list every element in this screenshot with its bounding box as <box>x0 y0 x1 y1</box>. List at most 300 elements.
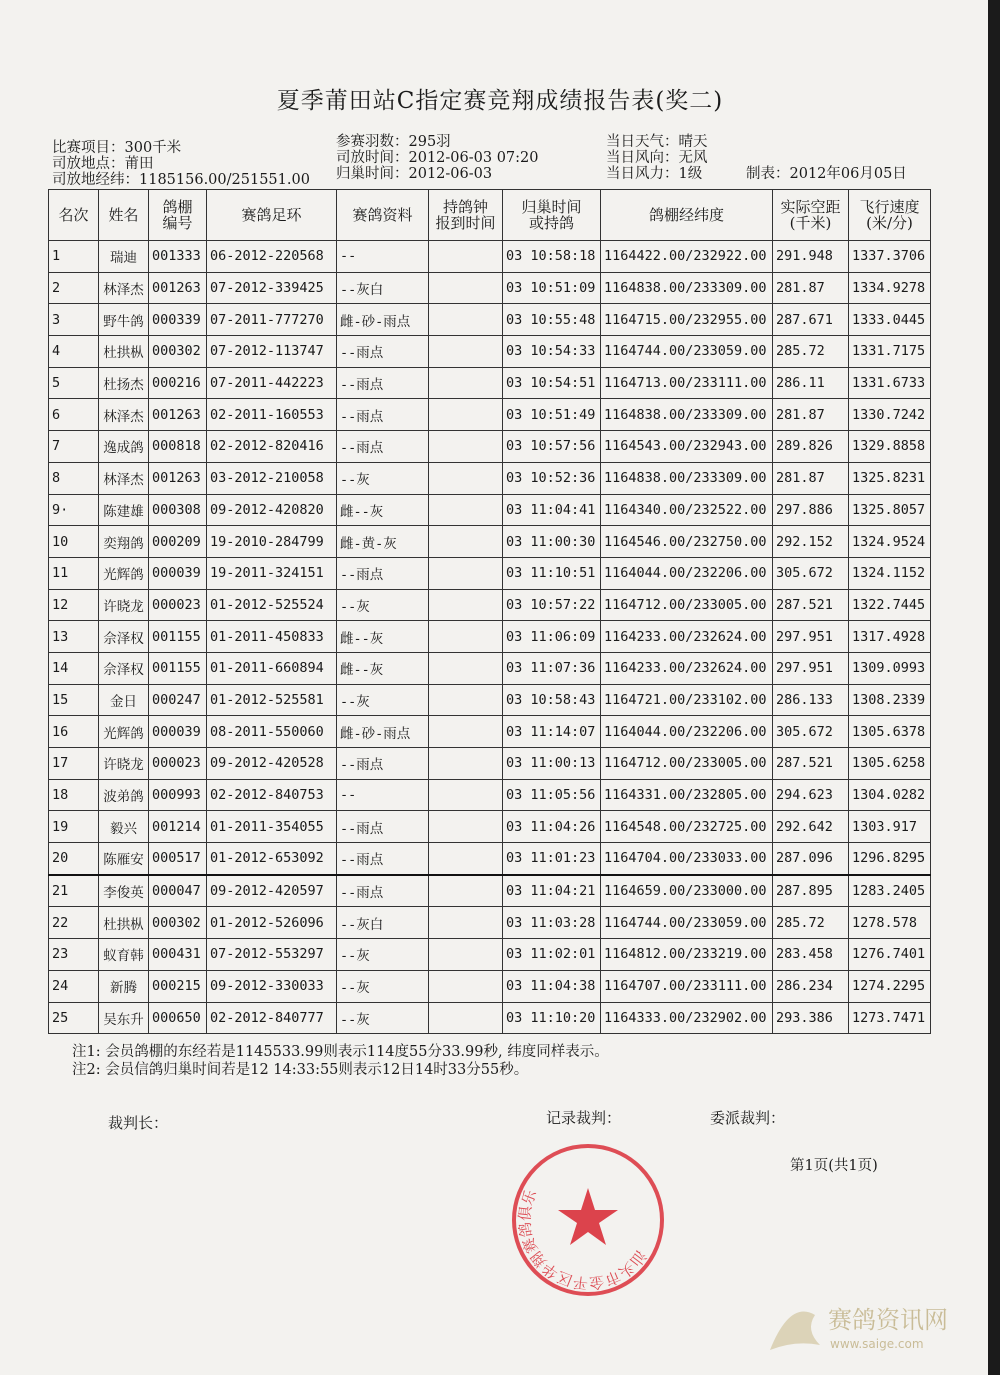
distance-cell: 294.623 <box>773 779 849 811</box>
clock-cell <box>429 652 503 684</box>
meta-value: 2012-06-03 <box>408 166 493 182</box>
note-1: 注1: 会员鸽棚的东经若是1145533.99则表示114度55分33.99秒, 纬度同样表示。 <box>72 1044 609 1060</box>
rank-cell: 3 <box>49 304 99 336</box>
coords-cell: 1164331.00/232805.00 <box>601 779 773 811</box>
watermark-logo <box>760 1290 980 1360</box>
table-row <box>49 652 931 684</box>
table-row <box>49 811 931 843</box>
name-cell: 波弟鸽 <box>99 779 149 811</box>
distance-cell: 297.951 <box>773 621 849 653</box>
ring-cell: 07-2012-339425 <box>207 272 337 304</box>
distance-cell: 292.152 <box>773 526 849 558</box>
name-cell: 林泽杰 <box>99 272 149 304</box>
col-info: 赛鸽资料 <box>337 190 429 241</box>
arrive-cell: 03 10:58:43 <box>503 684 601 716</box>
table-row <box>49 716 931 748</box>
rank-cell: 19 <box>49 811 99 843</box>
clock-cell <box>429 272 503 304</box>
table-row <box>49 399 931 431</box>
distance-cell: 285.72 <box>773 907 849 939</box>
arrive-cell: 03 11:04:38 <box>503 970 601 1002</box>
name-cell: 佘泽权 <box>99 621 149 653</box>
svg-text:赛鸽资讯网: 赛鸽资讯网 <box>828 1306 948 1334</box>
distance-cell: 281.87 <box>773 272 849 304</box>
loft-cell: 000209 <box>149 526 207 558</box>
meta-value: 2012-06-03 07:20 <box>408 150 539 166</box>
coords-cell: 1164712.00/233005.00 <box>601 748 773 780</box>
coords-cell: 1164744.00/233059.00 <box>601 336 773 368</box>
arrive-cell: 03 10:54:33 <box>503 336 601 368</box>
coords-cell: 1164044.00/232206.00 <box>601 557 773 589</box>
clock-cell <box>429 748 503 780</box>
arrive-cell: 03 10:58:18 <box>503 241 601 273</box>
meta-value: 295羽 <box>408 134 451 150</box>
rank-cell: 6 <box>49 399 99 431</box>
name-cell: 杜拱枞 <box>99 336 149 368</box>
coords-cell: 1164744.00/233059.00 <box>601 907 773 939</box>
note-2: 注2: 会员信鸽归巢时间若是12 14:33:55则表示12日14时33分55秒。 <box>72 1062 529 1078</box>
ring-cell: 01-2012-653092 <box>207 843 337 875</box>
name-cell: 蚁育韩 <box>99 939 149 971</box>
clock-cell <box>429 526 503 558</box>
made-label: 制表： <box>746 166 790 182</box>
coords-cell: 1164712.00/233005.00 <box>601 589 773 621</box>
rank-cell: 17 <box>49 748 99 780</box>
loft-cell: 001263 <box>149 462 207 494</box>
col-clock: 持鸽钟 报到时间 <box>429 190 503 241</box>
rank-cell: 15 <box>49 684 99 716</box>
col-coords: 鸽棚经纬度 <box>601 190 773 241</box>
meta-value: 无风 <box>678 150 708 166</box>
ring-cell: 08-2011-550060 <box>207 716 337 748</box>
speed-cell: 1331.6733 <box>849 367 931 399</box>
rank-cell: 23 <box>49 939 99 971</box>
speed-cell: 1274.2295 <box>849 970 931 1002</box>
clock-cell <box>429 367 503 399</box>
table-row <box>49 336 931 368</box>
loft-cell: 001155 <box>149 621 207 653</box>
table-row <box>49 526 931 558</box>
speed-cell: 1325.8231 <box>849 462 931 494</box>
ring-cell: 19-2011-324151 <box>207 557 337 589</box>
loft-cell: 001155 <box>149 652 207 684</box>
ring-cell: 06-2012-220568 <box>207 241 337 273</box>
clock-cell <box>429 557 503 589</box>
loft-cell: 000431 <box>149 939 207 971</box>
speed-cell: 1337.3706 <box>849 241 931 273</box>
rank-cell: 20 <box>49 843 99 875</box>
table-row <box>49 304 931 336</box>
ring-cell: 02-2012-840777 <box>207 1002 337 1034</box>
name-cell: 吴东升 <box>99 1002 149 1034</box>
coords-cell: 1164548.00/232725.00 <box>601 811 773 843</box>
table-row <box>49 462 931 494</box>
name-cell: 瑞迪 <box>99 241 149 273</box>
info-cell: --灰 <box>337 589 429 621</box>
coords-cell: 1164422.00/232922.00 <box>601 241 773 273</box>
meta-value: 300千米 <box>124 140 182 156</box>
clock-cell <box>429 970 503 1002</box>
coords-cell: 1164707.00/233111.00 <box>601 970 773 1002</box>
distance-cell: 286.133 <box>773 684 849 716</box>
rank-cell: 22 <box>49 907 99 939</box>
notes <box>72 1043 609 1079</box>
distance-cell: 305.672 <box>773 716 849 748</box>
rank-cell: 14 <box>49 652 99 684</box>
arrive-cell: 03 11:02:01 <box>503 939 601 971</box>
rank-cell: 5 <box>49 367 99 399</box>
rank-cell: 24 <box>49 970 99 1002</box>
speed-cell: 1331.7175 <box>849 336 931 368</box>
loft-cell: 001263 <box>149 272 207 304</box>
name-cell: 毅兴 <box>99 811 149 843</box>
distance-cell: 289.826 <box>773 431 849 463</box>
arrive-cell: 03 11:01:23 <box>503 843 601 875</box>
name-cell: 光辉鸽 <box>99 716 149 748</box>
clock-cell <box>429 779 503 811</box>
svg-text:汕头市金平区华翔赛鸽俱乐部: 汕头市金平区华翔赛鸽俱乐部 <box>515 1187 650 1293</box>
speed-cell: 1303.917 <box>849 811 931 843</box>
loft-cell: 000517 <box>149 843 207 875</box>
speed-cell: 1330.7242 <box>849 399 931 431</box>
info-cell: --灰白 <box>337 907 429 939</box>
coords-cell: 1164233.00/232624.00 <box>601 621 773 653</box>
ring-cell: 01-2011-354055 <box>207 811 337 843</box>
clock-cell <box>429 684 503 716</box>
name-cell: 逸成鸽 <box>99 431 149 463</box>
clock-cell <box>429 589 503 621</box>
loft-cell: 000023 <box>149 589 207 621</box>
info-cell: -- <box>337 779 429 811</box>
col-arrive: 归巢时间 或持鸽 <box>503 190 601 241</box>
speed-cell: 1324.1152 <box>849 557 931 589</box>
rank-cell: 8 <box>49 462 99 494</box>
table-row <box>49 939 931 971</box>
info-cell: 雌-砂-雨点 <box>337 304 429 336</box>
info-cell: --雨点 <box>337 367 429 399</box>
ring-cell: 07-2012-113747 <box>207 336 337 368</box>
coords-cell: 1164812.00/233219.00 <box>601 939 773 971</box>
coords-cell: 1164713.00/233111.00 <box>601 367 773 399</box>
loft-cell: 000247 <box>149 684 207 716</box>
distance-cell: 287.895 <box>773 875 849 907</box>
rank-cell: 11 <box>49 557 99 589</box>
info-cell: --灰 <box>337 462 429 494</box>
ring-cell: 07-2011-777270 <box>207 304 337 336</box>
coords-cell: 1164721.00/233102.00 <box>601 684 773 716</box>
speed-cell: 1308.2339 <box>849 684 931 716</box>
meta-label: 参赛羽数： <box>336 134 409 150</box>
distance-cell: 281.87 <box>773 462 849 494</box>
coords-cell: 1164044.00/232206.00 <box>601 716 773 748</box>
ring-cell: 19-2010-284799 <box>207 526 337 558</box>
distance-cell: 297.951 <box>773 652 849 684</box>
ring-cell: 01-2011-450833 <box>207 621 337 653</box>
table-row <box>49 875 931 907</box>
clock-cell <box>429 304 503 336</box>
table-row <box>49 907 931 939</box>
coords-cell: 1164838.00/233309.00 <box>601 462 773 494</box>
speed-cell: 1283.2405 <box>849 875 931 907</box>
distance-cell: 305.672 <box>773 557 849 589</box>
loft-cell: 000993 <box>149 779 207 811</box>
ring-cell: 09-2012-330033 <box>207 970 337 1002</box>
name-cell: 光辉鸽 <box>99 557 149 589</box>
info-cell: 雌-砂-雨点 <box>337 716 429 748</box>
table-row <box>49 843 931 875</box>
name-cell: 杜扬杰 <box>99 367 149 399</box>
distance-cell: 292.642 <box>773 811 849 843</box>
table-row <box>49 367 931 399</box>
ring-cell: 01-2012-526096 <box>207 907 337 939</box>
clock-cell <box>429 494 503 526</box>
clock-cell <box>429 1002 503 1034</box>
distance-cell: 287.096 <box>773 843 849 875</box>
arrive-cell: 03 11:04:26 <box>503 811 601 843</box>
ring-cell: 07-2012-553297 <box>207 939 337 971</box>
ring-cell: 03-2012-210058 <box>207 462 337 494</box>
arrive-cell: 03 11:00:30 <box>503 526 601 558</box>
distance-cell: 283.458 <box>773 939 849 971</box>
speed-cell: 1325.8057 <box>849 494 931 526</box>
meta-value: 莆田 <box>124 156 154 172</box>
coords-cell: 1164838.00/233309.00 <box>601 399 773 431</box>
info-cell: --灰 <box>337 684 429 716</box>
meta-label: 比赛项目： <box>52 140 125 156</box>
meta-label: 当日风向： <box>606 150 679 166</box>
arrive-cell: 03 11:03:28 <box>503 907 601 939</box>
arrive-cell: 03 11:06:09 <box>503 621 601 653</box>
rank-cell: 10 <box>49 526 99 558</box>
rank-cell: 25 <box>49 1002 99 1034</box>
speed-cell: 1296.8295 <box>849 843 931 875</box>
ring-cell: 09-2012-420528 <box>207 748 337 780</box>
made-value: 2012年06月05日 <box>789 166 907 182</box>
meta-label: 司放时间： <box>336 150 409 166</box>
ring-cell: 01-2012-525581 <box>207 684 337 716</box>
distance-cell: 286.234 <box>773 970 849 1002</box>
coords-cell: 1164659.00/233000.00 <box>601 875 773 907</box>
info-cell: 雌--灰 <box>337 652 429 684</box>
rank-cell: 7 <box>49 431 99 463</box>
loft-cell: 000818 <box>149 431 207 463</box>
table-row <box>49 684 931 716</box>
table-row <box>49 241 931 273</box>
made-date <box>746 166 907 182</box>
report-title: 夏季莆田站C指定赛竞翔成绩报告表(奖二) <box>276 88 724 114</box>
speed-cell: 1278.578 <box>849 907 931 939</box>
arrive-cell: 03 11:07:36 <box>503 652 601 684</box>
arrive-cell: 03 10:54:51 <box>503 367 601 399</box>
arrive-cell: 03 11:05:56 <box>503 779 601 811</box>
clock-cell <box>429 462 503 494</box>
name-cell: 李俊英 <box>99 875 149 907</box>
speed-cell: 1329.8858 <box>849 431 931 463</box>
table-row <box>49 1002 931 1034</box>
info-cell: --雨点 <box>337 557 429 589</box>
distance-cell: 293.386 <box>773 1002 849 1034</box>
distance-cell: 286.11 <box>773 367 849 399</box>
name-cell: 杜拱枞 <box>99 907 149 939</box>
col-distance: 实际空距 (千米) <box>773 190 849 241</box>
distance-cell: 281.87 <box>773 399 849 431</box>
rank-cell: 18 <box>49 779 99 811</box>
info-cell: --雨点 <box>337 431 429 463</box>
info-cell: -- <box>337 241 429 273</box>
meta-value: 晴天 <box>678 134 708 150</box>
coords-cell: 1164333.00/232902.00 <box>601 1002 773 1034</box>
arrive-cell: 03 10:57:22 <box>503 589 601 621</box>
clock-cell <box>429 716 503 748</box>
col-speed: 飞行速度 (米/分) <box>849 190 931 241</box>
coords-cell: 1164838.00/233309.00 <box>601 272 773 304</box>
info-cell: --灰 <box>337 939 429 971</box>
name-cell: 新腾 <box>99 970 149 1002</box>
ring-cell: 02-2012-820416 <box>207 431 337 463</box>
table-row <box>49 589 931 621</box>
table-row <box>49 970 931 1002</box>
meta-label: 司放地经纬： <box>52 172 139 188</box>
name-cell: 野牛鸽 <box>99 304 149 336</box>
loft-cell: 000047 <box>149 875 207 907</box>
loft-cell: 000302 <box>149 907 207 939</box>
table-row <box>49 494 931 526</box>
distance-cell: 287.521 <box>773 748 849 780</box>
loft-cell: 001214 <box>149 811 207 843</box>
col-rank: 名次 <box>49 190 99 241</box>
speed-cell: 1334.9278 <box>849 272 931 304</box>
arrive-cell: 03 10:55:48 <box>503 304 601 336</box>
coords-cell: 1164546.00/232750.00 <box>601 526 773 558</box>
meta-right <box>606 134 708 182</box>
clock-cell <box>429 843 503 875</box>
speed-cell: 1276.7401 <box>849 939 931 971</box>
arrive-cell: 03 11:00:13 <box>503 748 601 780</box>
svg-text:www.saige.com: www.saige.com <box>830 1337 924 1351</box>
signature-recorder: 记录裁判： <box>546 1109 622 1127</box>
name-cell: 陈建雄 <box>99 494 149 526</box>
meta-value: 1级 <box>678 166 703 182</box>
loft-cell: 000339 <box>149 304 207 336</box>
meta-label: 归巢时间： <box>336 166 409 182</box>
info-cell: --雨点 <box>337 748 429 780</box>
clock-cell <box>429 621 503 653</box>
distance-cell: 287.671 <box>773 304 849 336</box>
table-row <box>49 779 931 811</box>
coords-cell: 1164715.00/232955.00 <box>601 304 773 336</box>
results-table <box>48 189 931 1034</box>
rank-cell: 13 <box>49 621 99 653</box>
clock-cell <box>429 811 503 843</box>
ring-cell: 09-2012-420597 <box>207 875 337 907</box>
distance-cell: 291.948 <box>773 241 849 273</box>
table-row <box>49 748 931 780</box>
name-cell: 金日 <box>99 684 149 716</box>
meta-value: 1185156.00/251551.00 <box>139 172 310 188</box>
speed-cell: 1324.9524 <box>849 526 931 558</box>
info-cell: --雨点 <box>337 811 429 843</box>
distance-cell: 287.521 <box>773 589 849 621</box>
rank-cell: 2 <box>49 272 99 304</box>
table-body <box>49 241 931 1034</box>
page-number: 第1页(共1页) <box>790 1158 878 1174</box>
coords-cell: 1164233.00/232624.00 <box>601 652 773 684</box>
col-loft: 鸽棚 编号 <box>149 190 207 241</box>
meta-label: 司放地点： <box>52 156 125 172</box>
arrive-cell: 03 11:14:07 <box>503 716 601 748</box>
signature-chief: 裁判长： <box>108 1114 169 1132</box>
ring-cell: 07-2011-442223 <box>207 367 337 399</box>
info-cell: --雨点 <box>337 399 429 431</box>
loft-cell: 000302 <box>149 336 207 368</box>
info-cell: --灰白 <box>337 272 429 304</box>
speed-cell: 1309.0993 <box>849 652 931 684</box>
info-cell: --雨点 <box>337 875 429 907</box>
info-cell: --雨点 <box>337 336 429 368</box>
rank-cell: 4 <box>49 336 99 368</box>
clock-cell <box>429 907 503 939</box>
loft-cell: 000216 <box>149 367 207 399</box>
loft-cell: 000039 <box>149 716 207 748</box>
meta-label: 当日风力： <box>606 166 679 182</box>
speed-cell: 1317.4928 <box>849 621 931 653</box>
info-cell: --雨点 <box>337 843 429 875</box>
clock-cell <box>429 399 503 431</box>
loft-cell: 001333 <box>149 241 207 273</box>
speed-cell: 1333.0445 <box>849 304 931 336</box>
rank-cell: 9· <box>49 494 99 526</box>
arrive-cell: 03 10:52:36 <box>503 462 601 494</box>
loft-cell: 000039 <box>149 557 207 589</box>
arrive-cell: 03 11:04:21 <box>503 875 601 907</box>
table-row <box>49 621 931 653</box>
table-header-row <box>49 190 931 241</box>
table-row <box>49 272 931 304</box>
info-cell: --灰 <box>337 1002 429 1034</box>
coords-cell: 1164543.00/232943.00 <box>601 431 773 463</box>
meta-left <box>52 140 310 188</box>
clock-cell <box>429 939 503 971</box>
signature-delegate: 委派裁判： <box>710 1109 786 1127</box>
table-row <box>49 431 931 463</box>
rank-cell: 21 <box>49 875 99 907</box>
meta-middle <box>336 134 539 182</box>
speed-cell: 1322.7445 <box>849 589 931 621</box>
name-cell: 陈雁安 <box>99 843 149 875</box>
loft-cell: 001263 <box>149 399 207 431</box>
arrive-cell: 03 11:10:51 <box>503 557 601 589</box>
info-cell: --灰 <box>337 970 429 1002</box>
coords-cell: 1164340.00/232522.00 <box>601 494 773 526</box>
arrive-cell: 03 10:51:49 <box>503 399 601 431</box>
rank-cell: 1 <box>49 241 99 273</box>
speed-cell: 1305.6378 <box>849 716 931 748</box>
ring-cell: 01-2012-525524 <box>207 589 337 621</box>
ring-cell: 09-2012-420820 <box>207 494 337 526</box>
clock-cell <box>429 875 503 907</box>
speed-cell: 1305.6258 <box>849 748 931 780</box>
info-cell: 雌--灰 <box>337 494 429 526</box>
name-cell: 奕翔鸽 <box>99 526 149 558</box>
ring-cell: 02-2011-160553 <box>207 399 337 431</box>
arrive-cell: 03 11:04:41 <box>503 494 601 526</box>
scan-edge <box>988 0 1000 1375</box>
distance-cell: 285.72 <box>773 336 849 368</box>
table-row <box>49 557 931 589</box>
arrive-cell: 03 10:51:09 <box>503 272 601 304</box>
arrive-cell: 03 10:57:56 <box>503 431 601 463</box>
distance-cell: 297.886 <box>773 494 849 526</box>
